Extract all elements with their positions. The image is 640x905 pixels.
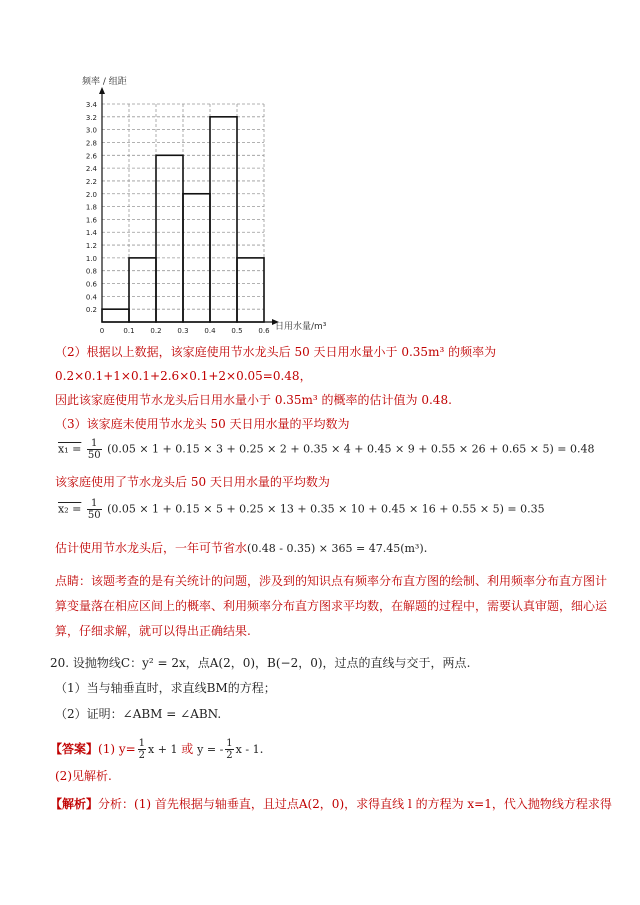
x-tick-label: 0.6 bbox=[258, 327, 270, 335]
fraction-one-half bbox=[225, 738, 233, 761]
y-tick-label: 2.6 bbox=[85, 152, 97, 161]
mean-formula-2-lhs: x₂ = bbox=[58, 502, 82, 516]
para-2-line-3: 因此该家庭使用节水龙头后日用水量小于 0.35m³ 的概率的估计值为 0.48. bbox=[55, 393, 452, 407]
y-tick-label: 1.6 bbox=[85, 216, 97, 225]
x-axis-label: 日用水量/m³ bbox=[275, 322, 327, 332]
fraction-denominator: 2 bbox=[138, 750, 146, 761]
y-tick-label: 3.2 bbox=[85, 113, 97, 122]
fraction-numerator: 1 bbox=[87, 498, 102, 510]
analysis-text: 分析：(1) 首先根据与轴垂直，且过点A(2，0)，求得直线 l 的方程为 x=1，代入抛物线方程求得 bbox=[98, 797, 612, 811]
water-saving-text: 估计使用节水龙头后，一年可节省水 bbox=[55, 541, 248, 555]
y-tick-label: 0.6 bbox=[85, 280, 97, 289]
water-saving-end: . bbox=[423, 541, 428, 555]
x-tick-label: 0.1 bbox=[123, 327, 135, 335]
answer-part-1-eq2-rest: x - 1 bbox=[235, 743, 260, 756]
answer-part-1-eq1-rest: x + 1 bbox=[148, 743, 178, 756]
fraction-denominator: 2 bbox=[226, 750, 233, 761]
x-tick-label: 0.4 bbox=[204, 327, 216, 335]
remark-line-1: 点睛：该题考查的是有关统计的问题，涉及到的知识点有频率分布直方图的绘制、利用频率分布直方图计 bbox=[55, 574, 608, 588]
x-tick-label: 0.3 bbox=[177, 327, 189, 335]
water-saving-formula: (0.48 - 0.35) × 365 = 47.45(m³) bbox=[247, 542, 424, 555]
y-tick-label: 2.0 bbox=[85, 190, 97, 199]
histogram-bar bbox=[129, 258, 156, 322]
x-tick-label: 0.2 bbox=[150, 327, 162, 335]
y-tick-label: 0.4 bbox=[85, 293, 97, 302]
fraction-numerator: 1 bbox=[226, 738, 233, 749]
mean-formula-2 bbox=[58, 498, 545, 521]
fraction-denominator: 50 bbox=[87, 450, 101, 461]
y-tick-label: 3.0 bbox=[85, 126, 97, 135]
mean-formula-1-rhs: (0.05 × 1 + 0.15 × 3 + 0.25 × 2 + 0.35 × 4 + 0.45 × 9 + 0.55 × 26 + 0.65 × 5) = 0.48 bbox=[107, 442, 595, 456]
histogram-bar bbox=[102, 309, 129, 322]
fraction-numerator: 1 bbox=[87, 438, 102, 450]
analysis-line bbox=[50, 796, 612, 812]
fraction-one-half bbox=[138, 738, 146, 761]
y-axis-label: 频率 / 组距 bbox=[82, 77, 127, 87]
question-20: 20. 设抛物线C：y² = 2x，点A(2，0)，B(−2，0)，过点的直线与交于，两点. bbox=[50, 656, 471, 670]
mean-formula-1 bbox=[58, 438, 595, 461]
y-tick-label: 2.2 bbox=[85, 177, 97, 186]
x-tick-labels bbox=[100, 327, 270, 335]
para-3-line-1: （3）该家庭未使用节水龙头 50 天日用水量的平均数为 bbox=[55, 417, 350, 431]
histogram-bar bbox=[156, 155, 183, 322]
y-tick-label: 2.4 bbox=[85, 165, 97, 174]
x-tick-label: 0.5 bbox=[231, 327, 243, 335]
remark-line-3: 算，仔细求解，就可以得出正确结果. bbox=[55, 624, 251, 638]
remark-line-2: 算变量落在相应区间上的概率、利用频率分布直方图求平均数，在解题的过程中，需要认真审题，细心运 bbox=[55, 599, 608, 613]
histogram-bar bbox=[237, 258, 264, 322]
question-20-part-1: （1）当与轴垂直时，求直线BM的方程； bbox=[55, 681, 276, 695]
fraction-1-50 bbox=[87, 438, 102, 461]
para-2-line-1: （2）根据以上数据，该家庭使用节水龙头后 50 天日用水量小于 0.35m³ 的频率为 bbox=[55, 345, 497, 359]
mean-formula-2-rhs: (0.05 × 1 + 0.15 × 5 + 0.25 × 13 + 0.35 × 10 + 0.45 × 16 + 0.55 × 5) = 0.35 bbox=[107, 502, 545, 516]
answer-part-1-start: (1) y= bbox=[98, 742, 136, 756]
question-20-part-2: （2）证明：∠ABM = ∠ABN. bbox=[55, 707, 222, 721]
y-tick-label: 2.8 bbox=[85, 139, 97, 148]
para-2-line-2: 0.2×0.1+1×0.1+2.6×0.1+2×0.05=0.48， bbox=[55, 369, 312, 383]
axes bbox=[99, 87, 279, 325]
answer-line bbox=[50, 738, 263, 761]
water-saving-line bbox=[55, 540, 427, 557]
answer-tag: 【答案】 bbox=[50, 742, 99, 756]
y-tick-labels bbox=[86, 101, 98, 314]
answer-part-1-end: . bbox=[259, 742, 264, 756]
answer-part-2: (2)见解析. bbox=[55, 769, 112, 783]
analysis-tag: 【解析】 bbox=[50, 797, 99, 811]
answer-or: 或 bbox=[181, 742, 194, 756]
x-tick-label: 0 bbox=[99, 327, 105, 335]
y-tick-label: 0.2 bbox=[85, 306, 97, 315]
fraction-1-50 bbox=[87, 498, 102, 521]
fraction-denominator: 50 bbox=[87, 510, 101, 521]
y-tick-label: 1.8 bbox=[85, 203, 97, 212]
answer-part-1-eq2-start: y = - bbox=[197, 743, 224, 756]
y-tick-label: 1.0 bbox=[85, 254, 97, 263]
y-tick-label: 1.2 bbox=[85, 242, 97, 251]
para-3-line-2: 该家庭使用了节水龙头后 50 天日用水量的平均数为 bbox=[55, 475, 330, 489]
y-axis-arrow bbox=[99, 87, 105, 94]
y-tick-label: 0.8 bbox=[85, 267, 97, 276]
fraction-numerator: 1 bbox=[138, 738, 146, 749]
y-tick-label: 3.4 bbox=[85, 101, 97, 109]
frequency-histogram bbox=[70, 70, 330, 335]
mean-formula-1-lhs: x₁ = bbox=[58, 442, 82, 456]
y-tick-label: 1.4 bbox=[85, 229, 97, 238]
